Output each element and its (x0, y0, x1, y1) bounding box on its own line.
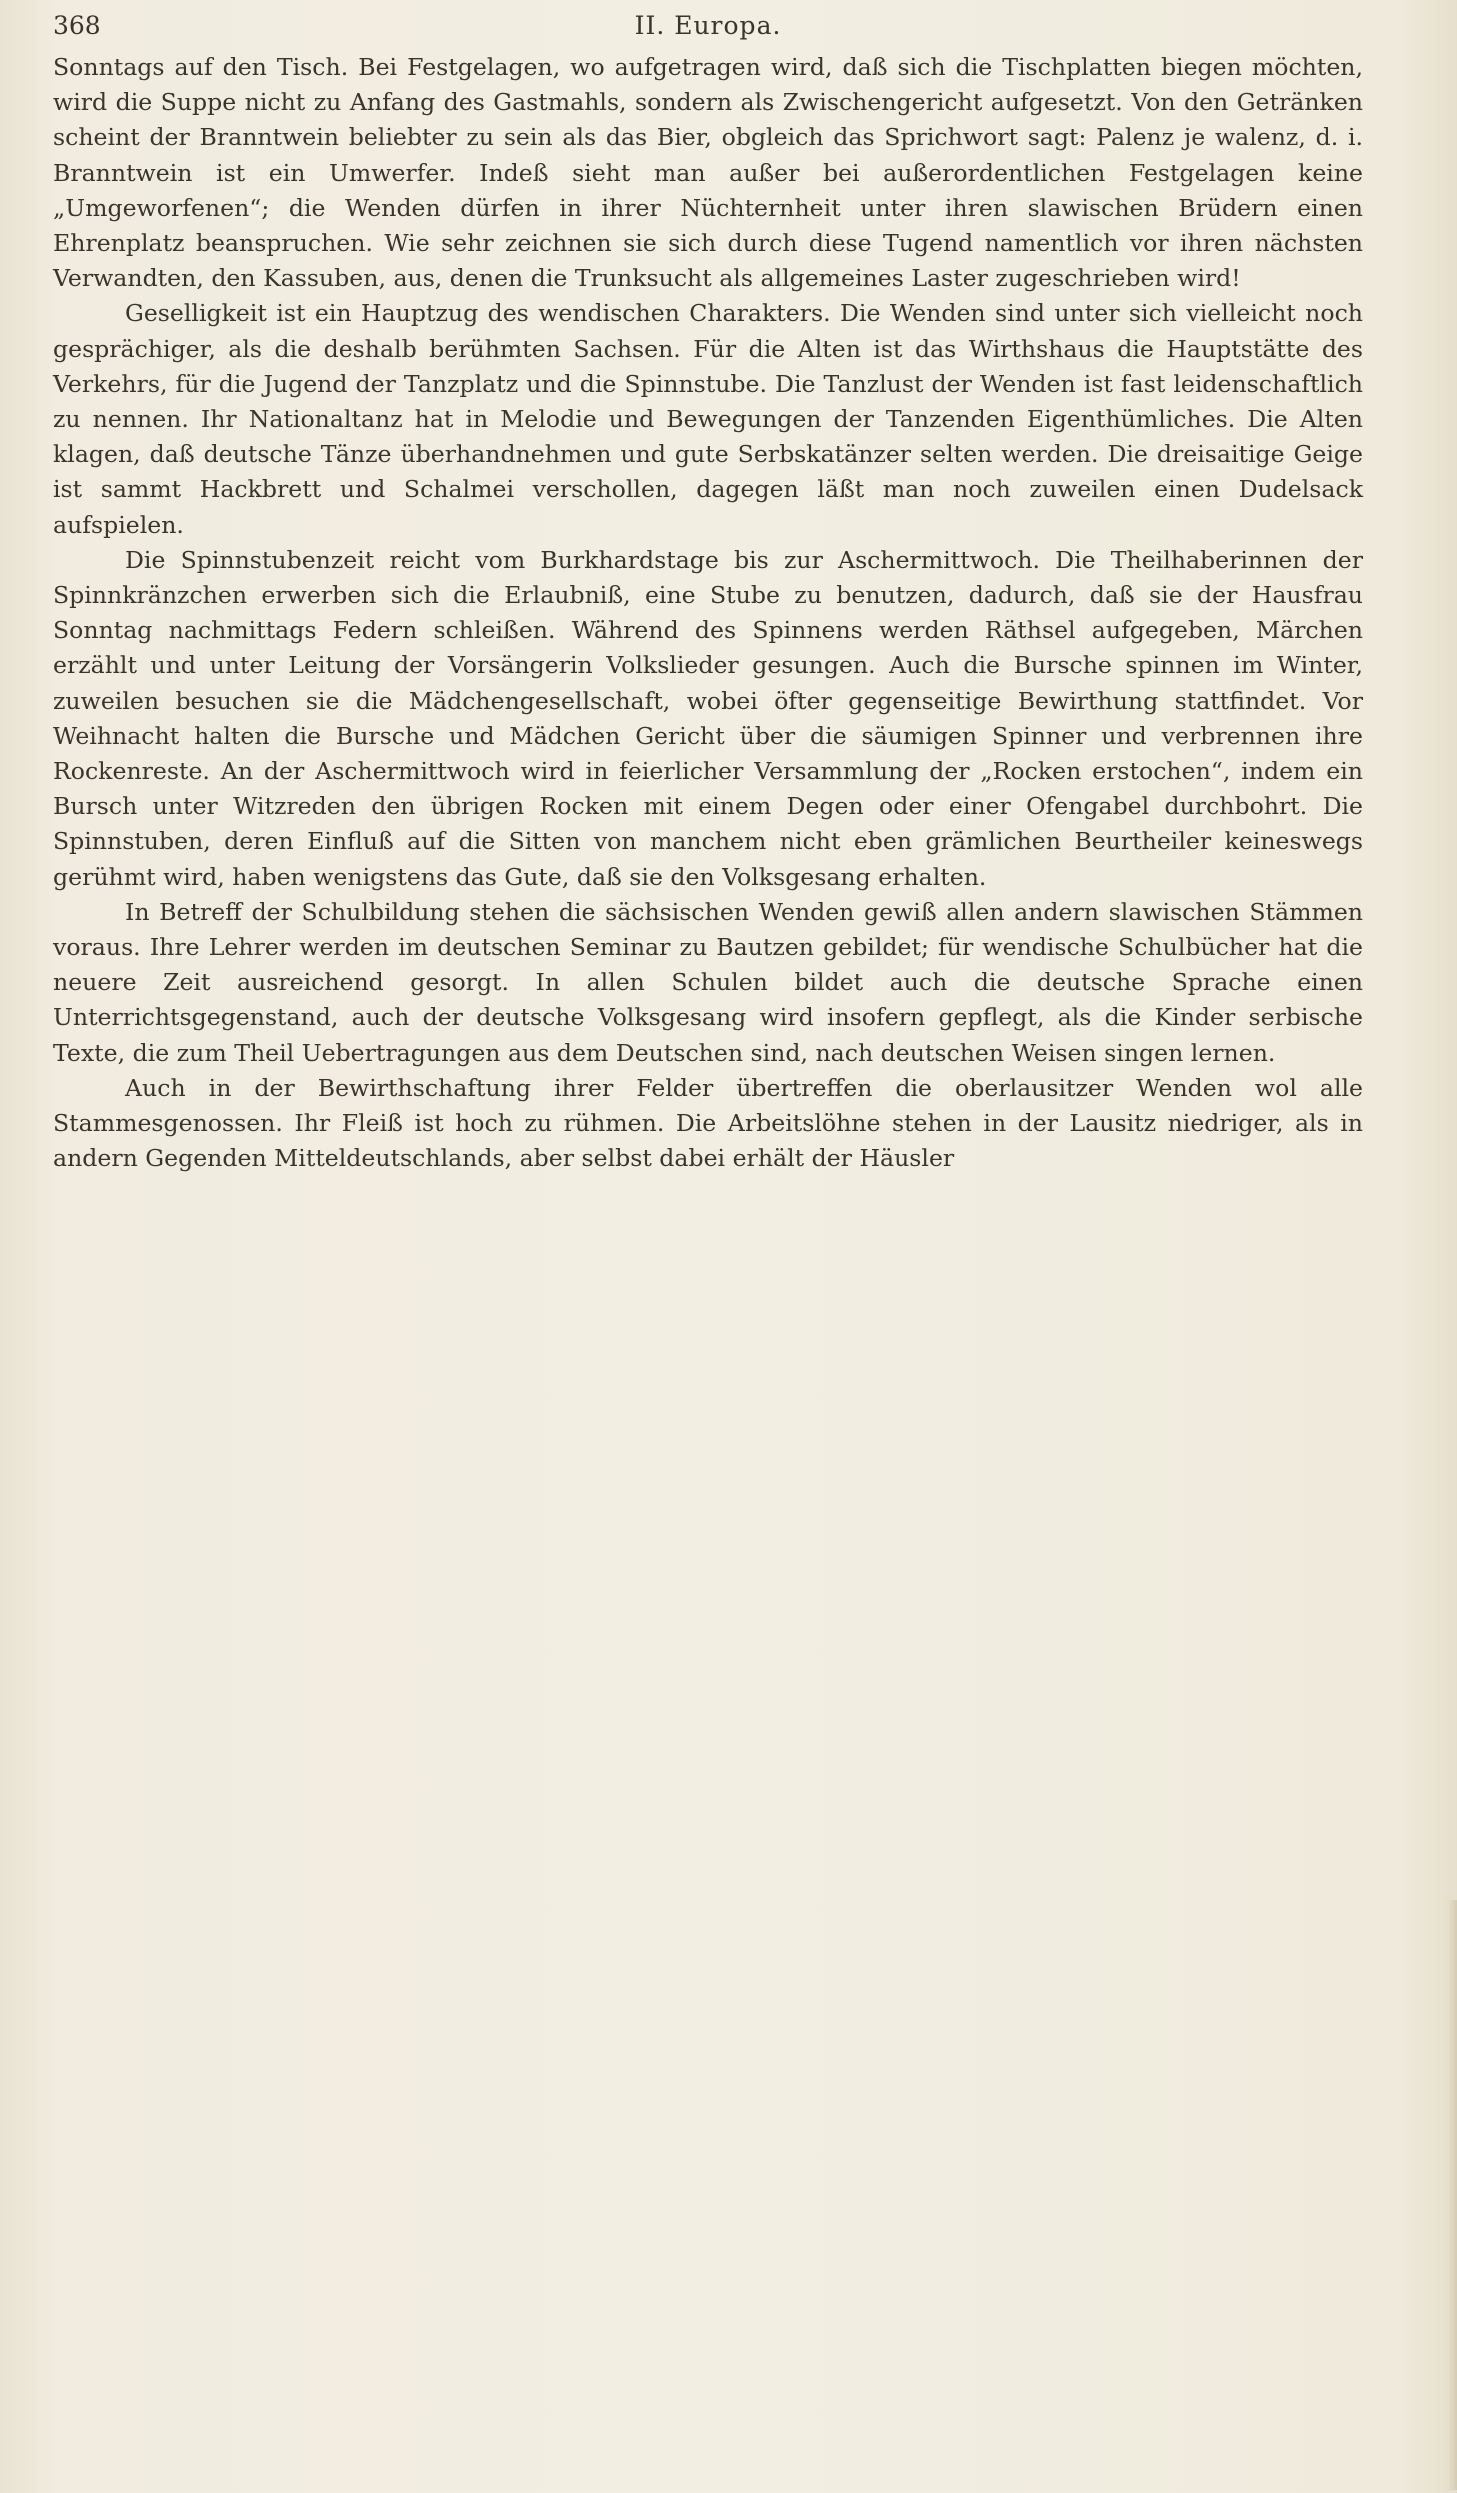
page-number: 368 (53, 11, 101, 40)
paragraph-3: Die Spinnstubenzeit reicht vom Burkhardstage bis zur Aschermittwoch. Die Theilhaberinnen der Spinnkränzchen erwerben sich die Erlaubniß, eine Stube zu benutzen, dadurch, daß sie der Hausfrau Sonntag nachmittags Federn schleißen. Während des Spinnens werden Räthsel aufgegeben, Märchen erzählt und unter Leitung der Vorsängerin Volkslieder gesungen. Auch die Bursche spinnen im Winter, zuweilen besuchen sie die Mädchengesellschaft, wobei öfter gegenseitige Bewirthung stattfindet. Vor Weihnacht halten die Bursche und Mädchen Gericht über die säumigen Spinner und verbrennen ihre Rockenreste. An der Aschermittwoch wird in feierlicher Versammlung der „Rocken erstochen“, indem ein Bursch unter Witzreden den übrigen Rocken mit einem Degen oder einer Ofengabel durchbohrt. Die Spinnstuben, deren Einfluß auf die Sitten von manchem nicht eben grämlichen Beurtheiler keineswegs gerühmt wird, haben wenigstens das Gute, daß sie den Volksgesang erhalten. (53, 545, 1363, 891)
body-text (53, 50, 1363, 1177)
paragraph-5: Auch in der Bewirthschaftung ihrer Felder übertreffen die oberlausitzer Wenden wol alle Stammesgenossen. Ihr Fleiß ist hoch zu rühmen. Die Arbeitslöhne stehen in der Lausitz niedriger, als in andern Gegenden Mitteldeutschlands, aber selbst dabei erhält der Häusler (53, 1073, 1363, 1173)
paragraph-4: In Betreff der Schulbildung stehen die sächsischen Wenden gewiß allen andern slawischen Stämmen voraus. Ihre Lehrer werden im deutschen Seminar zu Bautzen gebildet; für wendische Schulbücher hat die neuere Zeit ausreichend gesorgt. In allen Schulen bildet auch die deutsche Sprache einen Unterrichtsgegenstand, auch der deutsche Volksgesang wird insofern gepflegt, als die Kinder serbische Texte, die zum Theil Uebertragungen aus dem Deutschen sind, nach deutschen Weisen singen lernen. (53, 897, 1363, 1067)
running-head (53, 8, 1363, 44)
page-edge-shadow (1447, 1900, 1457, 2490)
paragraph-2: Geselligkeit ist ein Hauptzug des wendischen Charakters. Die Wenden sind unter sich vielleicht noch gesprächiger, als die deshalb berühmten Sachsen. Für die Alten ist das Wirthshaus die Hauptstätte des Verkehrs, für die Jugend der Tanzplatz und die Spinnstube. Die Tanzlust der Wenden ist fast leidenschaftlich zu nennen. Ihr Nationaltanz hat in Melodie und Bewegungen der Tanzenden Eigenthümliches. Die Alten klagen, daß deutsche Tänze überhandnehmen und gute Serbskatänzer selten werden. Die dreisaitige Geige ist sammt Hackbrett und Schalmei verschollen, dagegen läßt man noch zuweilen einen Dudelsack aufspielen. (53, 299, 1363, 539)
paragraph-1: Sonntags auf den Tisch. Bei Festgelagen, wo aufgetragen wird, daß sich die Tischplatten biegen möchten, wird die Suppe nicht zu Anfang des Gastmahls, sondern als Zwischengericht aufgesetzt. Von den Getränken scheint der Branntwein beliebter zu sein als das Bier, obgleich das Sprichwort sagt: Palenz je walenz, d. i. Branntwein ist ein Umwerfer. Indeß sieht man außer bei außerordentlichen Festgelagen keine „Umgeworfenen“; die Wenden dürfen in ihrer Nüchternheit unter ihren slawischen Brüdern einen Ehrenplatz beanspruchen. Wie sehr zeichnen sie sich durch diese Tugend namentlich vor ihren nächsten Verwandten, den Kassuben, aus, denen die Trunksucht als allgemeines Laster zugeschrieben wird! (53, 53, 1363, 293)
header-title: II. Europa. (634, 11, 782, 40)
